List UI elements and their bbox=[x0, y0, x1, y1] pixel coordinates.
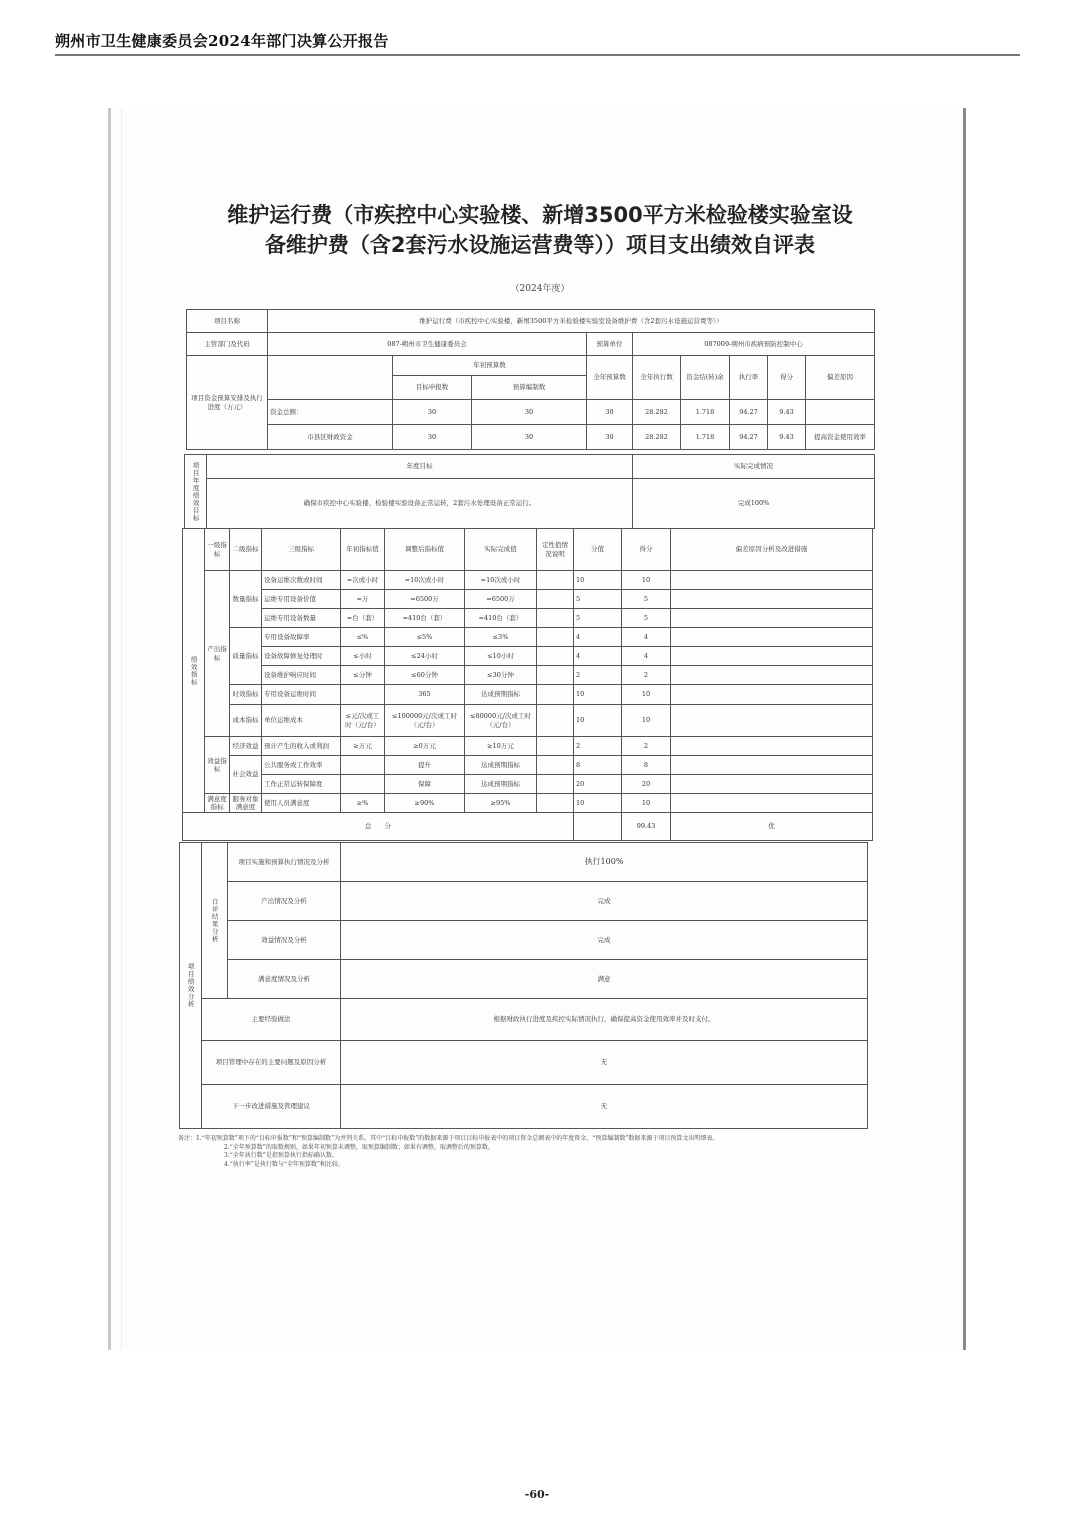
metric-qual bbox=[537, 775, 574, 794]
metric-init: =万 bbox=[341, 590, 385, 609]
title-line-1: 维护运行费（市疾控中心实验楼、新增3500平方米检验楼实验室设 bbox=[227, 203, 853, 227]
metric-init: =次或小时 bbox=[341, 571, 385, 590]
l1-benefit: 效益指标 bbox=[205, 737, 230, 794]
metric-init: =台（套） bbox=[341, 609, 385, 628]
goal-text: 确保市疾控中心实验楼、检验楼实验设备正常运转，2套污水处理设备正常运行。 bbox=[207, 479, 633, 529]
fund-balance: 1.718 bbox=[681, 400, 730, 425]
metric-weight: 5 bbox=[574, 590, 622, 609]
h-l2: 二级指标 bbox=[230, 529, 262, 571]
metric-row bbox=[183, 571, 873, 590]
metric-actual: ≤3% bbox=[465, 628, 537, 647]
funds-label: 项目资金预算安排及执行进度（万元） bbox=[187, 356, 268, 450]
project-name-label: 项目名称 bbox=[187, 310, 268, 333]
metric-weight: 2 bbox=[574, 737, 622, 756]
metric-adj: ≤60分钟 bbox=[385, 666, 465, 685]
metric-init bbox=[341, 756, 385, 775]
metric-analysis bbox=[671, 756, 873, 775]
metric-actual: ≥10万元 bbox=[465, 737, 537, 756]
h-l3: 三级指标 bbox=[262, 529, 341, 571]
fund-annual: 30 bbox=[587, 425, 633, 450]
analysis-row bbox=[180, 921, 868, 960]
metric-analysis bbox=[671, 794, 873, 813]
metric-weight: 10 bbox=[574, 571, 622, 590]
metric-row bbox=[183, 666, 873, 685]
next-steps-label: 下一步改进措施及管理建议 bbox=[202, 1085, 341, 1129]
metric-score: 10 bbox=[622, 794, 671, 813]
dept-value: 087-朔州市卫生健康委员会 bbox=[268, 333, 587, 356]
metric-qual bbox=[537, 590, 574, 609]
fund-name: 资金总额： bbox=[268, 400, 393, 425]
metric-row bbox=[183, 756, 873, 775]
metric-actual: =10次或小时 bbox=[465, 571, 537, 590]
metric-init: ≤% bbox=[341, 628, 385, 647]
h-rate: 执行率 bbox=[730, 356, 768, 400]
metrics-header-row bbox=[183, 529, 873, 571]
l2-timeliness: 时效指标 bbox=[230, 685, 262, 705]
dept-label: 主管部门及代码 bbox=[187, 333, 268, 356]
fund-rate: 94.27 bbox=[730, 425, 768, 450]
metric-adj: ≥0万元 bbox=[385, 737, 465, 756]
h-qual: 定性值情况说明 bbox=[537, 529, 574, 571]
unit-label: 预算单位 bbox=[587, 333, 633, 356]
metric-weight: 2 bbox=[574, 666, 622, 685]
fund-annual: 30 bbox=[587, 400, 633, 425]
metric-analysis bbox=[671, 647, 873, 666]
metric-actual: 达成预期指标 bbox=[465, 685, 537, 705]
metric-row bbox=[183, 705, 873, 737]
problems-row bbox=[180, 1041, 868, 1085]
metrics-label: 绩效指标 bbox=[183, 529, 205, 813]
metric-weight: 4 bbox=[574, 647, 622, 666]
metric-init: ≥万元 bbox=[341, 737, 385, 756]
metric-analysis bbox=[671, 609, 873, 628]
h-init: 年初指标值 bbox=[341, 529, 385, 571]
project-name-row bbox=[187, 310, 875, 333]
h-initial: 年初预算数 bbox=[393, 356, 587, 376]
metric-actual: =6500万 bbox=[465, 590, 537, 609]
metric-weight: 10 bbox=[574, 705, 622, 737]
metric-init: ≤小时 bbox=[341, 647, 385, 666]
notes bbox=[178, 1135, 868, 1169]
fund-balance: 1.718 bbox=[681, 425, 730, 450]
metric-qual bbox=[537, 666, 574, 685]
fund-rate: 94.27 bbox=[730, 400, 768, 425]
goal-actual: 完成100% bbox=[633, 479, 875, 529]
metric-actual: =410台（套） bbox=[465, 609, 537, 628]
l2-quality: 质量指标 bbox=[230, 628, 262, 685]
metric-weight: 4 bbox=[574, 628, 622, 647]
report-title: 朔州市卫生健康委员会2024年部门决算公开报告 bbox=[55, 32, 389, 50]
unit-value: 087009-朔州市疾病预防控制中心 bbox=[633, 333, 875, 356]
project-name: 维护运行费（市疾控中心实验楼、新增3500平方米检验楼实验室设备维护费（含2套污水设施运营费等）） bbox=[268, 310, 875, 333]
l2-service: 服务对象满意度 bbox=[230, 794, 262, 813]
note-3: 3.“全年执行数”是指预算执行指标确认数。 bbox=[224, 1152, 338, 1159]
h-actual: 实际完成值 bbox=[465, 529, 537, 571]
metric-analysis bbox=[671, 571, 873, 590]
analysis-row bbox=[180, 960, 868, 999]
total-row bbox=[183, 813, 873, 841]
info-funds-table bbox=[186, 309, 875, 450]
metric-row bbox=[183, 775, 873, 794]
l1-satisfaction: 满意度指标 bbox=[205, 794, 230, 813]
funds-row bbox=[187, 425, 875, 450]
metric-score: 2 bbox=[622, 666, 671, 685]
note-2: 2.“全年预算数”的取数规则，如果年初预算未调整，取预算编制数；如果有调整，取调整后的预算数。 bbox=[224, 1143, 494, 1151]
form-title bbox=[200, 200, 880, 260]
metric-l3: 公共服务或工作效率 bbox=[262, 756, 341, 775]
metric-score: 4 bbox=[622, 628, 671, 647]
metric-row bbox=[183, 609, 873, 628]
note-1: 备注：1.“年初预算数”项下的“目标申报数”和“预算编制数”为并列关系。其中“目标申报数”的数据来源于项目目标申报表中的项目资金总额表中的年度资金，“预算编制数”数据来源于项目预算文出明细表。 bbox=[178, 1135, 719, 1142]
metric-l3: 设备维护响应时间 bbox=[262, 666, 341, 685]
analysis-item-value: 完成 bbox=[341, 921, 868, 960]
metric-row bbox=[183, 685, 873, 705]
form-year: （2024年度） bbox=[510, 284, 570, 294]
title-line-2: 备维护费（含2套污水设施运营费等））项目支出绩效自评表 bbox=[264, 233, 816, 257]
metric-score: 5 bbox=[622, 590, 671, 609]
metric-init bbox=[341, 775, 385, 794]
metric-score: 10 bbox=[622, 571, 671, 590]
metric-adj: ≤24小时 bbox=[385, 647, 465, 666]
experience-value: 根据财政执行进度及疾控实际情况执行，确保提高资金使用效率并及时支付。 bbox=[341, 999, 868, 1041]
metric-l3: 运维专用设备价值 bbox=[262, 590, 341, 609]
h-reason: 偏差原因 bbox=[806, 356, 875, 400]
metric-analysis bbox=[671, 685, 873, 705]
metric-l3: 运维专用设备数量 bbox=[262, 609, 341, 628]
analysis-item-value: 满意 bbox=[341, 960, 868, 999]
grade: 优 bbox=[671, 813, 873, 841]
analysis-row bbox=[180, 882, 868, 921]
page-header bbox=[55, 30, 1020, 56]
metric-adj: 提升 bbox=[385, 756, 465, 775]
metric-qual bbox=[537, 609, 574, 628]
funds-row bbox=[187, 400, 875, 425]
fund-reason: 提高资金使用效率 bbox=[806, 425, 875, 450]
metric-qual bbox=[537, 705, 574, 737]
next-steps-value: 无 bbox=[341, 1085, 868, 1129]
metric-row bbox=[183, 590, 873, 609]
goals-table bbox=[184, 454, 875, 529]
page-number: -60- bbox=[524, 1488, 550, 1501]
h-compiled: 预算编制数 bbox=[472, 376, 587, 400]
analysis-row bbox=[180, 843, 868, 882]
funds-header-row-1 bbox=[187, 356, 875, 376]
analysis-item-label: 满意度情况及分析 bbox=[228, 960, 341, 999]
metric-init: ≥% bbox=[341, 794, 385, 813]
metric-analysis bbox=[671, 705, 873, 737]
metric-weight: 20 bbox=[574, 775, 622, 794]
l2-cost: 成本指标 bbox=[230, 705, 262, 737]
h-annual: 全年预算数 bbox=[587, 356, 633, 400]
next-steps-row bbox=[180, 1085, 868, 1129]
metric-weight: 8 bbox=[574, 756, 622, 775]
metric-score: 20 bbox=[622, 775, 671, 794]
h-score: 得分 bbox=[768, 356, 806, 400]
metric-weight: 10 bbox=[574, 685, 622, 705]
metric-qual bbox=[537, 647, 574, 666]
metric-l3: 单位运维成本 bbox=[262, 705, 341, 737]
fund-compiled: 30 bbox=[472, 400, 587, 425]
metric-l3: 专用设备故障率 bbox=[262, 628, 341, 647]
metric-analysis bbox=[671, 666, 873, 685]
metric-row bbox=[183, 647, 873, 666]
metric-weight: 10 bbox=[574, 794, 622, 813]
metric-l3: 工作正常运转保障度 bbox=[262, 775, 341, 794]
fund-name: 市县区财政资金 bbox=[268, 425, 393, 450]
metric-analysis bbox=[671, 628, 873, 647]
self-eval-label: 自评结果分析 bbox=[202, 843, 228, 999]
metric-l3: 专用设备运维时间 bbox=[262, 685, 341, 705]
metric-adj: ≤100000元/次或工时（元/台） bbox=[385, 705, 465, 737]
metric-init: ≤分钟 bbox=[341, 666, 385, 685]
metric-analysis bbox=[671, 590, 873, 609]
h-actual-status: 实际完成情况 bbox=[633, 455, 875, 479]
metric-qual bbox=[537, 737, 574, 756]
metric-analysis bbox=[671, 737, 873, 756]
fund-reason bbox=[806, 400, 875, 425]
metric-actual: 达成预期指标 bbox=[465, 775, 537, 794]
analysis-item-label: 效益情况及分析 bbox=[228, 921, 341, 960]
fund-compiled: 30 bbox=[472, 425, 587, 450]
h-l1: 一级指标 bbox=[205, 529, 230, 571]
fund-exec: 28.282 bbox=[633, 425, 681, 450]
metric-actual: ≥95% bbox=[465, 794, 537, 813]
problems-label: 项目管理中存在的主要问题及原因分析 bbox=[202, 1041, 341, 1085]
analysis-item-value: 执行100% bbox=[341, 843, 868, 882]
h-score: 得分 bbox=[622, 529, 671, 571]
l2-social: 社会效益 bbox=[230, 756, 262, 794]
analysis-label: 项目绩效分析 bbox=[180, 843, 202, 1129]
metric-actual: ≤10小时 bbox=[465, 647, 537, 666]
metric-row bbox=[183, 794, 873, 813]
metric-init: ≤元/次或工时（元/台） bbox=[341, 705, 385, 737]
metric-adj: =10次或小时 bbox=[385, 571, 465, 590]
metric-adj: 保障 bbox=[385, 775, 465, 794]
l2-economic: 经济效益 bbox=[230, 737, 262, 756]
analysis-item-label: 产出情况及分析 bbox=[228, 882, 341, 921]
total-score: 99.43 bbox=[622, 813, 671, 841]
analysis-item-label: 项目实施和预算执行情况及分析 bbox=[228, 843, 341, 882]
problems-value: 无 bbox=[341, 1041, 868, 1085]
analysis-table bbox=[179, 842, 868, 1129]
h-exec: 全年执行数 bbox=[633, 356, 681, 400]
metrics-table bbox=[182, 528, 873, 841]
metric-adj: ≤5% bbox=[385, 628, 465, 647]
fund-target: 30 bbox=[393, 400, 472, 425]
metric-score: 8 bbox=[622, 756, 671, 775]
metric-adj: 365 bbox=[385, 685, 465, 705]
metric-l3: 预计产生的收入或利润 bbox=[262, 737, 341, 756]
experience-row bbox=[180, 999, 868, 1041]
metric-analysis bbox=[671, 775, 873, 794]
fund-score: 9.43 bbox=[768, 425, 806, 450]
metric-l3: 设备故障修复处理时 bbox=[262, 647, 341, 666]
metric-score: 10 bbox=[622, 705, 671, 737]
metric-qual bbox=[537, 685, 574, 705]
h-goal: 年度目标 bbox=[207, 455, 633, 479]
metric-qual bbox=[537, 571, 574, 590]
metric-adj: =6500万 bbox=[385, 590, 465, 609]
fund-score: 9.43 bbox=[768, 400, 806, 425]
metric-score: 10 bbox=[622, 685, 671, 705]
experience-label: 主要经验做法 bbox=[202, 999, 341, 1041]
metric-l3: 使用人员满意度 bbox=[262, 794, 341, 813]
metric-row bbox=[183, 628, 873, 647]
h-analysis: 偏差原因分析及改进措施 bbox=[671, 529, 873, 571]
fund-exec: 28.282 bbox=[633, 400, 681, 425]
total-blank bbox=[574, 813, 622, 841]
h-balance: 资金结(转)余 bbox=[681, 356, 730, 400]
metric-score: 4 bbox=[622, 647, 671, 666]
metric-qual bbox=[537, 756, 574, 775]
h-weight: 分值 bbox=[574, 529, 622, 571]
metric-qual bbox=[537, 794, 574, 813]
fund-target: 30 bbox=[393, 425, 472, 450]
metric-adj: ≥90% bbox=[385, 794, 465, 813]
metric-actual: ≤30分钟 bbox=[465, 666, 537, 685]
h-target: 目标申报数 bbox=[393, 376, 472, 400]
l1-output: 产出指标 bbox=[205, 571, 230, 737]
metric-l3: 设备运维次数或时间 bbox=[262, 571, 341, 590]
h-adj: 调整后指标值 bbox=[385, 529, 465, 571]
metric-score: 5 bbox=[622, 609, 671, 628]
metric-weight: 5 bbox=[574, 609, 622, 628]
metric-init bbox=[341, 685, 385, 705]
note-4: 4.“执行率”是执行数与“全年预算数”相比较。 bbox=[224, 1160, 344, 1168]
goals-label: 项目年度绩效目标 bbox=[185, 455, 207, 529]
metric-adj: =410台（套） bbox=[385, 609, 465, 628]
metric-actual: ≤80000元/次或工时（元/台） bbox=[465, 705, 537, 737]
metric-qual bbox=[537, 628, 574, 647]
total-label: 总 分 bbox=[183, 813, 574, 841]
analysis-item-value: 完成 bbox=[341, 882, 868, 921]
dept-row bbox=[187, 333, 875, 356]
metric-actual: 达成预期指标 bbox=[465, 756, 537, 775]
funds-blank-header bbox=[268, 356, 393, 400]
l2-quantity: 数量指标 bbox=[230, 571, 262, 628]
metric-row bbox=[183, 737, 873, 756]
metric-score: 2 bbox=[622, 737, 671, 756]
